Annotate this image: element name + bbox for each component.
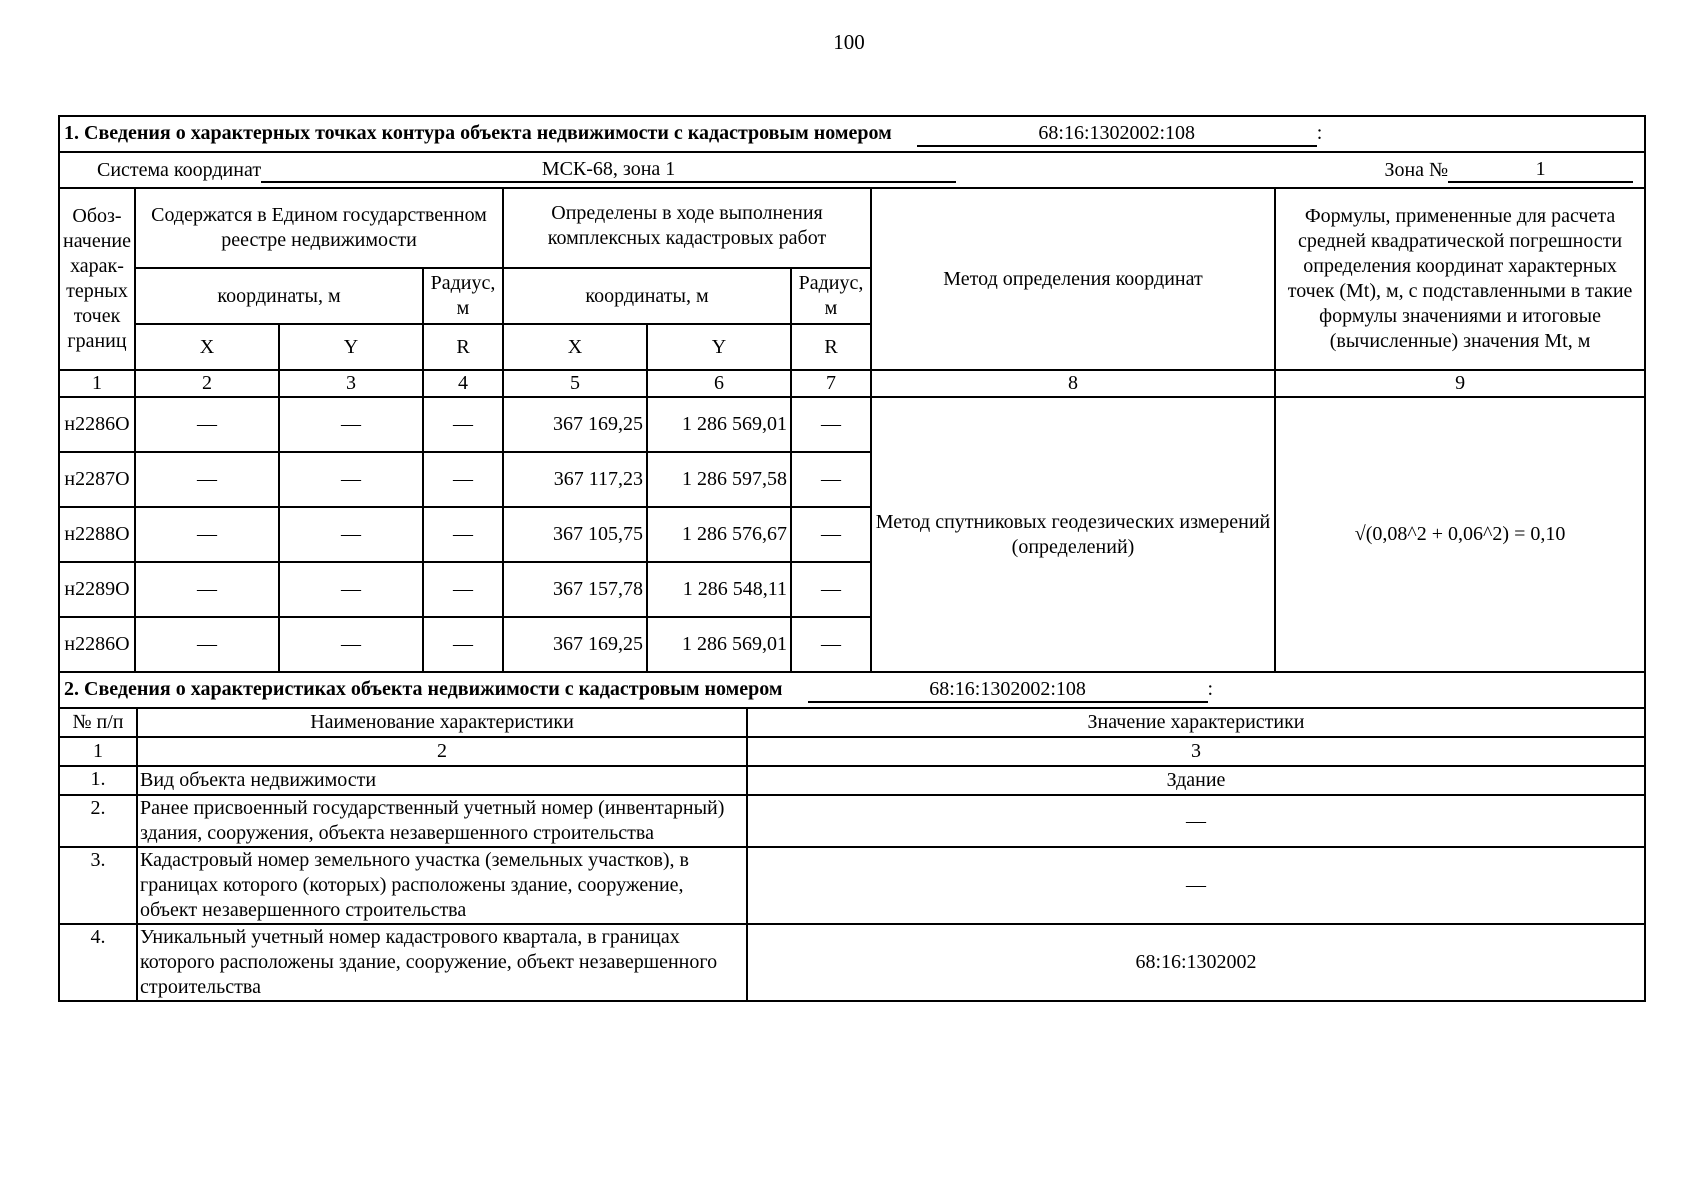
kkr-x: 367 105,75: [503, 507, 647, 562]
table-row: [59, 397, 1645, 452]
col-number: 3: [279, 370, 423, 397]
header-kkr-radius: Радиус, м: [791, 268, 871, 324]
col-number: 2: [137, 737, 747, 766]
header-egrn-group: Содержатся в Едином государственном реестре недвижимости: [135, 188, 503, 268]
egrn-r: —: [423, 397, 503, 452]
section2-header-row: [59, 708, 1645, 737]
row-value: Здание: [747, 766, 1645, 795]
header-egrn-coords: координаты, м: [135, 268, 423, 324]
coord-system-label: Система координат: [97, 159, 262, 181]
document-body: [58, 115, 1644, 1002]
row-name: Ранее присвоенный государственный учетный номер (инвентарный) здания, сооружения, объекта незавершенного строительства: [137, 795, 747, 847]
header-formulas: Формулы, примененные для расчета средней квадратической погрешности определения координат характерных точек (Mt), м, с подставленными в такие формулы значениями и итоговые (вычисленные) значения Mt, м: [1275, 188, 1645, 370]
header-name: Наименование характеристики: [137, 708, 747, 737]
table-row: [59, 766, 1645, 795]
kkr-r: —: [791, 397, 871, 452]
col-number: 1: [59, 737, 137, 766]
section2-title-row: [59, 672, 1645, 708]
point-id: н2286О: [59, 397, 135, 452]
header-egrn-radius: Радиус, м: [423, 268, 503, 324]
contour-points-table: [58, 115, 1646, 673]
col-number: 3: [747, 737, 1645, 766]
egrn-x: —: [135, 562, 279, 617]
egrn-r: —: [423, 617, 503, 672]
zone-label: Зона №: [1384, 159, 1449, 181]
col-number: 8: [871, 370, 1275, 397]
kkr-y: 1 286 597,58: [647, 452, 791, 507]
section2-colon: :: [1207, 678, 1214, 700]
kkr-y: 1 286 548,11: [647, 562, 791, 617]
section1-cadastral-number: 68:16:1302002:108: [917, 121, 1317, 147]
characteristics-table: [58, 671, 1646, 1002]
header-kkr-y: Y: [647, 324, 791, 370]
kkr-y: 1 286 569,01: [647, 617, 791, 672]
kkr-r: —: [791, 507, 871, 562]
col-number: 9: [1275, 370, 1645, 397]
egrn-r: —: [423, 507, 503, 562]
col-number: 2: [135, 370, 279, 397]
kkr-x: 367 169,25: [503, 617, 647, 672]
section2-title: 2. Сведения о характеристиках объекта недвижимости с кадастровым номером: [64, 678, 783, 700]
kkr-y: 1 286 576,67: [647, 507, 791, 562]
row-num: 2.: [59, 795, 137, 847]
egrn-x: —: [135, 397, 279, 452]
method-value: Метод спутниковых геодезических измерений (определений): [871, 397, 1275, 672]
row-num: 4.: [59, 924, 137, 1001]
header-kkr-x: X: [503, 324, 647, 370]
zone-value: 1: [1448, 157, 1633, 183]
point-id: н2289О: [59, 562, 135, 617]
egrn-x: —: [135, 452, 279, 507]
col-number: 5: [503, 370, 647, 397]
page-number: 100: [833, 30, 865, 54]
egrn-y: —: [279, 397, 423, 452]
row-value: 68:16:1302002: [747, 924, 1645, 1001]
col-number: 4: [423, 370, 503, 397]
header-point-designation: Обоз- начение харак- терных точек границ: [59, 188, 135, 370]
kkr-x: 367 157,78: [503, 562, 647, 617]
egrn-r: —: [423, 452, 503, 507]
egrn-r: —: [423, 562, 503, 617]
kkr-y: 1 286 569,01: [647, 397, 791, 452]
table-row: [59, 847, 1645, 924]
header-num: № п/п: [59, 708, 137, 737]
table-row: [59, 924, 1645, 1001]
row-name: Кадастровый номер земельного участка (земельных участков), в границах которого (которых) расположены здание, сооружение, объект незавершенного строительства: [137, 847, 747, 924]
point-id: н2286О: [59, 617, 135, 672]
header-row-1: [59, 188, 1645, 268]
coord-system-value: МСК-68, зона 1: [261, 157, 956, 183]
header-kkr-group: Определены в ходе выполнения комплексных кадастровых работ: [503, 188, 871, 268]
header-egrn-r: R: [423, 324, 503, 370]
section2-cadastral-number: 68:16:1302002:108: [808, 677, 1208, 703]
kkr-r: —: [791, 617, 871, 672]
header-value: Значение характеристики: [747, 708, 1645, 737]
kkr-x: 367 117,23: [503, 452, 647, 507]
row-num: 3.: [59, 847, 137, 924]
row-name: Вид объекта недвижимости: [137, 766, 747, 795]
row-value: —: [747, 795, 1645, 847]
coordinate-system-row: [59, 152, 1645, 188]
egrn-x: —: [135, 507, 279, 562]
column-numbers-row: [59, 370, 1645, 397]
kkr-r: —: [791, 452, 871, 507]
col-number: 6: [647, 370, 791, 397]
header-method: Метод определения координат: [871, 188, 1275, 370]
section1-colon: :: [1316, 122, 1323, 144]
egrn-y: —: [279, 507, 423, 562]
egrn-y: —: [279, 562, 423, 617]
table-row: [59, 795, 1645, 847]
egrn-x: —: [135, 617, 279, 672]
section1-title-row: [59, 116, 1645, 152]
header-egrn-x: X: [135, 324, 279, 370]
section1-title: 1. Сведения о характерных точках контура объекта недвижимости с кадастровым номером: [64, 122, 892, 144]
row-value: —: [747, 847, 1645, 924]
header-egrn-y: Y: [279, 324, 423, 370]
kkr-r: —: [791, 562, 871, 617]
col-number: 7: [791, 370, 871, 397]
point-id: н2287О: [59, 452, 135, 507]
col-number: 1: [59, 370, 135, 397]
kkr-x: 367 169,25: [503, 397, 647, 452]
point-id: н2288О: [59, 507, 135, 562]
egrn-y: —: [279, 452, 423, 507]
section2-column-numbers-row: [59, 737, 1645, 766]
row-name: Уникальный учетный номер кадастрового квартала, в границах которого расположены здание, сооружение, объект незавершенного строительства: [137, 924, 747, 1001]
egrn-y: —: [279, 617, 423, 672]
header-kkr-r: R: [791, 324, 871, 370]
row-num: 1.: [59, 766, 137, 795]
header-kkr-coords: координаты, м: [503, 268, 791, 324]
formula-value: √(0,08^2 + 0,06^2) = 0,10: [1275, 397, 1645, 672]
